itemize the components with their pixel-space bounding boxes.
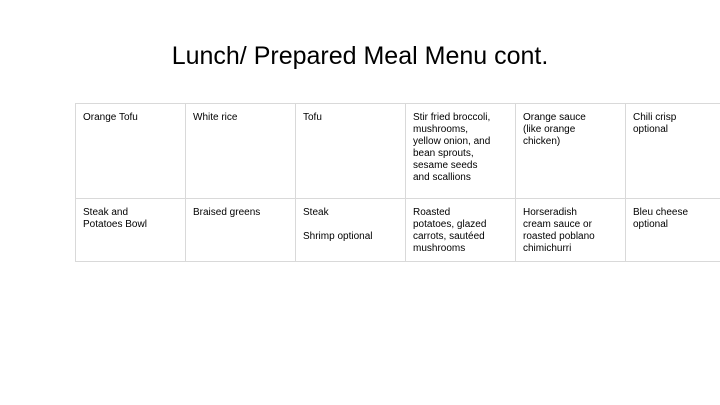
cell-text: chimichurri — [523, 243, 572, 254]
cell-text: potatoes, glazed — [413, 219, 487, 230]
cell-text: and scallions — [413, 172, 471, 183]
topping-cell — [626, 199, 720, 262]
cell-text: Steak — [303, 207, 329, 218]
cell-text: yellow onion, and — [413, 136, 491, 147]
cell-text: Braised greens — [193, 207, 261, 218]
cell-text: optional — [633, 219, 669, 230]
cell-text: mushrooms, — [413, 124, 469, 135]
vegetables-cell — [406, 199, 516, 262]
cell-text: chicken) — [523, 136, 561, 147]
cell-text: mushrooms — [413, 243, 466, 254]
cell-text — [303, 219, 398, 231]
cell-text: Roasted — [413, 207, 451, 218]
cell-text: Tofu — [303, 112, 322, 123]
cell-text: Orange sauce — [523, 112, 586, 123]
cell-text: Horseradish — [523, 207, 577, 218]
sauce-cell — [516, 199, 626, 262]
table-row — [76, 199, 720, 262]
cell-text: carrots, sautéed — [413, 231, 485, 242]
cell-text: cream sauce or — [523, 219, 592, 230]
sauce-cell — [516, 104, 626, 199]
cell-text: (like orange — [523, 124, 576, 135]
cell-text: optional — [633, 124, 669, 135]
dish-name-cell — [76, 199, 186, 262]
cell-text: sesame seeds — [413, 160, 478, 171]
cell-text: Bleu cheese — [633, 207, 689, 218]
topping-cell — [626, 104, 720, 199]
vegetables-cell — [406, 104, 516, 199]
cell-text: roasted poblano — [523, 231, 595, 242]
dish-name-cell — [76, 104, 186, 199]
cell-text: Steak and — [83, 207, 129, 218]
menu-table — [75, 103, 720, 262]
cell-text: bean sprouts, — [413, 148, 474, 159]
cell-text: Stir fried broccoli, — [413, 112, 491, 123]
side-cell — [186, 199, 296, 262]
cell-text: Potatoes Bowl — [83, 219, 147, 230]
protein-cell — [296, 199, 406, 262]
page-title: Lunch/ Prepared Meal Menu cont. — [171, 42, 549, 70]
cell-text: Chili crisp — [633, 112, 677, 123]
cell-text: Orange Tofu — [83, 112, 138, 123]
cell-text: White rice — [193, 112, 238, 123]
cell-text: Shrimp optional — [303, 231, 373, 242]
table-row — [76, 104, 720, 199]
protein-cell — [296, 104, 406, 199]
side-cell — [186, 104, 296, 199]
